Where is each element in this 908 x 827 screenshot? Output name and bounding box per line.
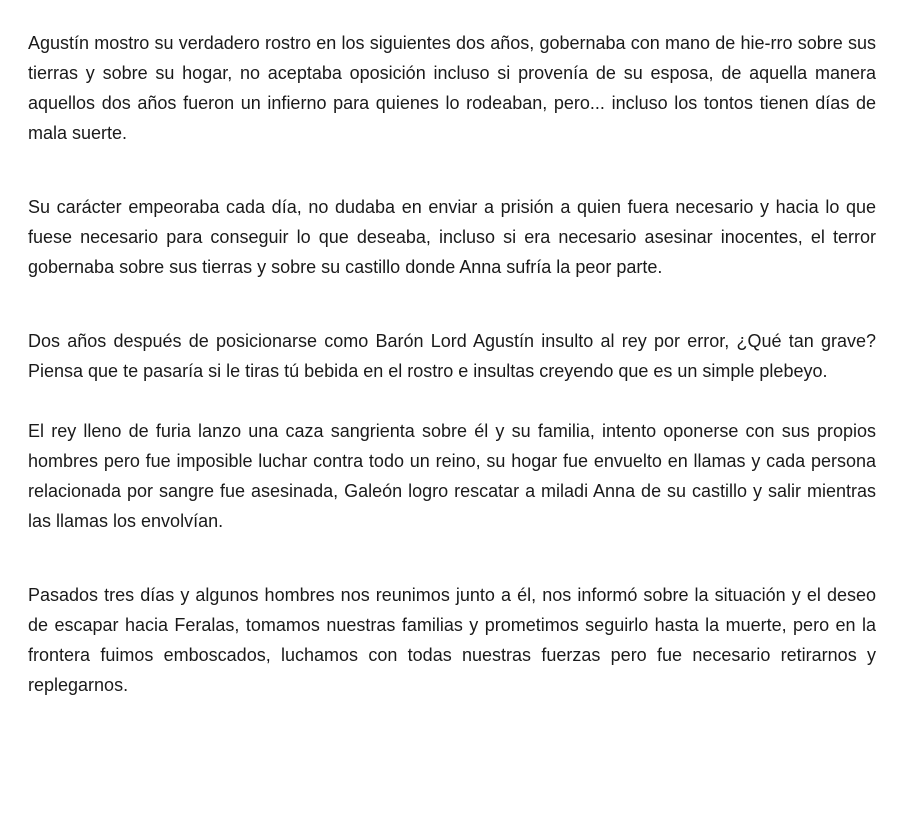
document-page <box>28 28 876 700</box>
paragraph-4: El rey lleno de furia lanzo una caza sangrienta sobre él y su familia, intento oponerse con sus propios hombres pero fue imposible luchar contra todo un reino, su hogar fue envuelto en llamas y cada persona relacionada por sangre fue asesinada, Galeón logro rescatar a miladi Anna de su castillo y salir mientras las llamas los envolvían. <box>28 421 876 531</box>
paragraph-2: Su carácter empeoraba cada día, no dudaba en enviar a prisión a quien fuera necesario y hacia lo que fuese necesario para conseguir lo que deseaba, incluso si era necesario asesinar inocentes, el terror gobernaba sobre sus tierras y sobre su castillo donde Anna sufría la peor parte. <box>28 197 876 277</box>
paragraph-3: Dos años después de posicionarse como Barón Lord Agustín insulto al rey por error, ¿Qué tan grave? Piensa que te pasaría si le tiras tú bebida en el rostro e insultas creyendo que es un simple plebeyo. <box>28 331 876 381</box>
paragraph-5: Pasados tres días y algunos hombres nos reunimos junto a él, nos informó sobre la situación y el deseo de escapar hacia Feralas, tomamos nuestras familias y prometimos seguirlo hasta la muerte, pero en la frontera fuimos emboscados, luchamos con todas nuestras fuerzas pero fue necesario retirarnos y replegarnos. <box>28 585 876 695</box>
paragraph-1: Agustín mostro su verdadero rostro en los siguientes dos años, gobernaba con mano de hie-rro sobre sus tierras y sobre su hogar, no aceptaba oposición incluso si provenía de su esposa, de aquella manera aquellos dos años fueron un infierno para quienes lo rodeaban, pero... incluso los tontos tienen días de mala suerte. <box>28 33 876 143</box>
